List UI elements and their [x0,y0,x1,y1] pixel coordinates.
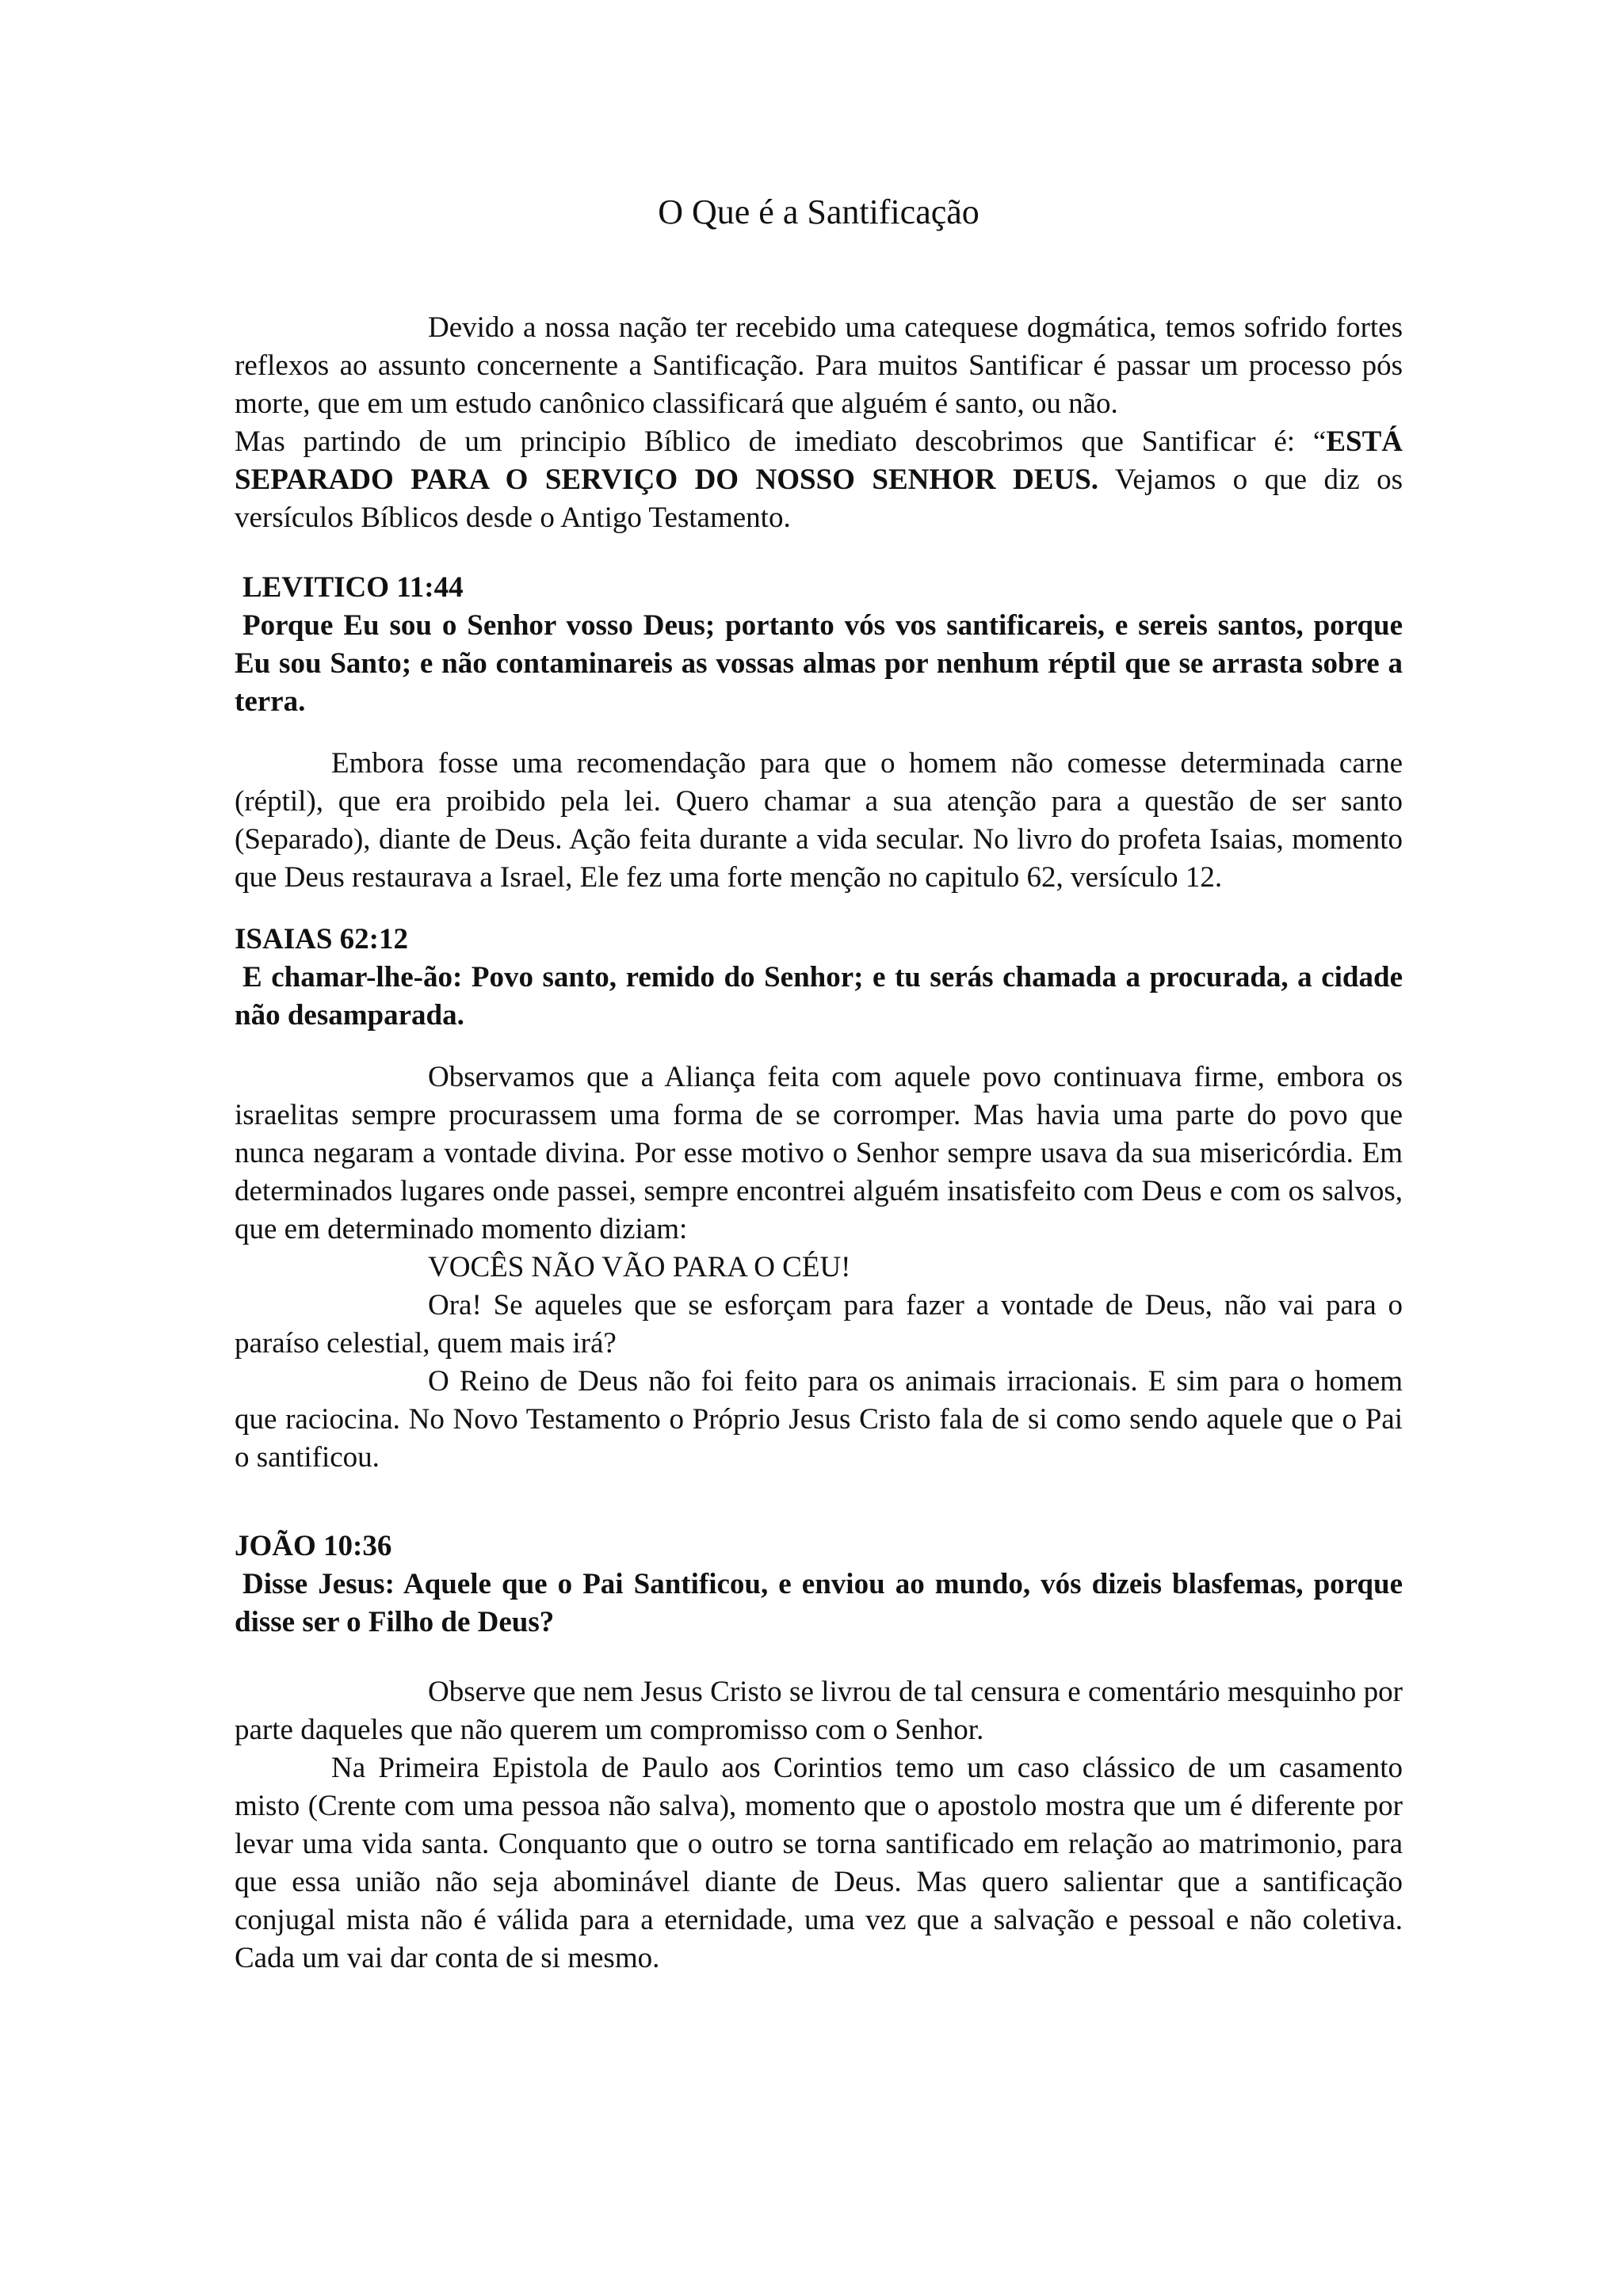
body-paragraph-2: Embora fosse uma recomendação para que o homem não comesse determinada carne (réptil), que era proibido pela lei. Quero chamar a sua atenção para a questão de ser santo (Separado), diante de Deus. Ação feita durante a vida secular. No livro do profeta Isaias, momento que Deus restaurava a Israel, Ele fez uma forte menção no capitulo 62, versículo 12. [235,747,1403,894]
body-paragraph-3-shout: VOCÊS NÃO VÃO PARA O CÉU! [428,1251,851,1283]
scripture-reference-3: JOÃO 10:36 [235,1530,392,1562]
scripture-verse-1: Porque Eu sou o Senhor vosso Deus; portanto vós vos santificareis, e sereis santos, porque Eu sou Santo; e não contaminareis as vossas almas por nenhum réptil que se arrasta sobre a terra. [235,609,1403,718]
scripture-reference-1: LEVITICO 11:44 [242,571,464,604]
intro-text-start: Mas partindo de um principio Bíblico de imediato descobrimos que Santificar é: “ [235,425,1327,458]
intro-paragraph-2 [235,423,1403,537]
document-page [235,190,1403,1978]
scripture-verse-3: Disse Jesus: Aquele que o Pai Santificou, e enviou ao mundo, vós dizeis blasfemas, porque disse ser o Filho de Deus? [235,1568,1403,1638]
intro-text-end: Vejamos o que diz os versículos Bíblicos desde o Antigo Testamento. [235,463,1403,534]
body-paragraph-7: Na Primeira Epistola de Paulo aos Corintios temo um caso clássico de um casamento misto (Crente com uma pessoa não salva), momento que o apostolo mostra que um é diferente por levar uma vida santa. Conquanto que o outro se torna santificado em relação ao matrimonio, para que essa união não seja abominável diante de Deus. Mas quero salientar que a santificação conjugal mista não é válida para a eternidade, uma vez que a salvação e pessoal e não coletiva. Cada um vai dar conta de si mesmo. [235,1752,1403,1974]
scripture-verse-2: E chamar-lhe-ão: Povo santo, remido do Senhor; e tu serás chamada a procurada, a cidade não desamparada. [235,961,1403,1032]
scripture-reference-2: ISAIAS 62:12 [235,923,408,955]
body-paragraph-3-text: Observamos que a Aliança feita com aquele povo continuava firme, embora os israelitas sempre procurassem uma forma de se corromper. Mas havia uma parte do povo que nunca negaram a vontade divina. Por esse motivo o Senhor sempre usava da sua misericórdia. Em determinados lugares onde passei, sempre encontrei alguém insatisfeito com Deus e com os salvos, que em determinado momento diziam: [235,1061,1403,1245]
body-paragraph-3 [235,1058,1403,1287]
intro-paragraph: Devido a nossa nação ter recebido uma catequese dogmática, temos sofrido fortes reflexos ao assunto concernente a Santificação. Para muitos Santificar é passar um processo pós morte, que em um estudo canônico classificará que alguém é santo, ou não. [235,311,1403,420]
body-paragraph-5: O Reino de Deus não foi feito para os animais irracionais. E sim para o homem que raciocina. No Novo Testamento o Próprio Jesus Cristo fala de si como sendo aquele que o Pai o santificou. [235,1365,1403,1474]
body-paragraph-4: Ora! Se aqueles que se esforçam para fazer a vontade de Deus, não vai para o paraíso celestial, quem mais irá? [235,1289,1403,1360]
document-title: O Que é a Santificação [658,193,980,231]
body-paragraph-6: Observe que nem Jesus Cristo se livrou de tal censura e comentário mesquinho por parte daqueles que não querem um compromisso com o Senhor. [235,1676,1403,1746]
intro-emphasis: ESTÁ SEPARADO PARA O SERVIÇO DO NOSSO SENHOR DEUS. [235,425,1403,496]
